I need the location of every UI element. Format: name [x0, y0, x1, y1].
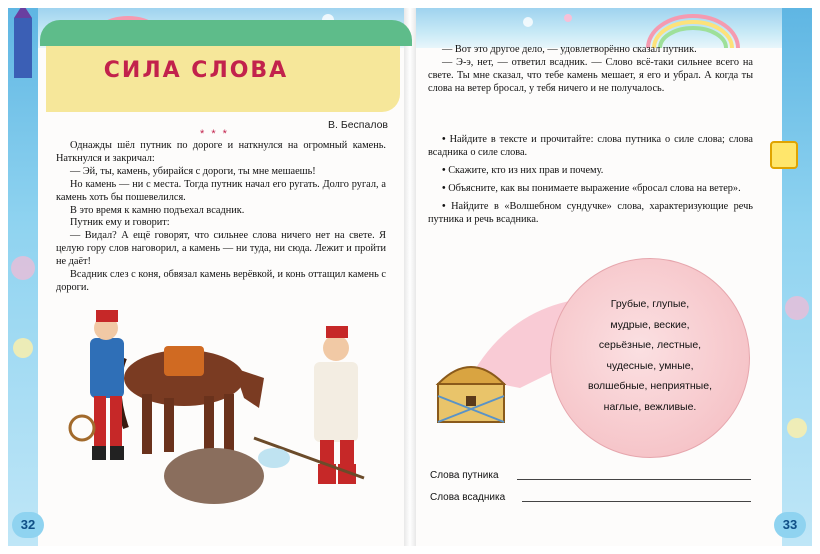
task-list [428, 134, 753, 231]
left-border [8, 8, 38, 546]
story-paragraph: Однажды шёл путник по дороге и наткнулся на огромный камень. Наткнулся и закричал: [56, 140, 386, 164]
answer-line-traveler[interactable] [517, 479, 751, 480]
story-paragraph: В это время к камню подъехал всадник. [70, 204, 245, 216]
task-text: Найдите в тексте и прочитайте: слова путника о силе слова; слова всадника о силе слова. [428, 134, 754, 158]
answer-label-horseman: Слова всадника [430, 492, 506, 503]
page-title: СИЛА СЛОВА [103, 58, 289, 83]
word-line: Грубые, глупые, [610, 298, 690, 310]
word-line: серьёзные, лестные, [598, 339, 702, 351]
word-line: чудесные, умные, [606, 359, 694, 372]
story-paragraph: — Вот это другое дело, — удовлетворённо сказал путник. [442, 44, 697, 55]
castle-icon [8, 8, 38, 546]
task-text: Объясните, как вы понимаете выражение «бросал слова на ветер». [448, 182, 741, 194]
story-paragraph: Всадник слез с коня, обвязал камень верёвкой, и конь оттащил камень с дороги. [56, 269, 386, 293]
right-border [782, 8, 812, 546]
answer-label-traveler: Слова путника [430, 470, 499, 481]
page-number-left: 32 [12, 512, 44, 538]
word-line: волшебные, неприятные, [587, 380, 712, 392]
word-line: наглые, вежливые. [603, 400, 697, 413]
circle-words [564, 294, 736, 417]
book-gutter [404, 8, 416, 546]
story-text [56, 140, 386, 295]
story-paragraph: — Видал? А ещё говорят, что сильнее слова ничего нет на свете. Я целую гору слов наговорил, а камень — ни туда, ни сюда. Лежит и пройти не даёт! [56, 230, 386, 268]
story-paragraph: Путник ему и говорит: [70, 217, 170, 229]
bullet-icon: • [442, 134, 446, 145]
castle-icon-right [782, 8, 812, 546]
bullet-icon: • [442, 182, 446, 194]
task-item [428, 201, 753, 227]
story-paragraph: — Эй, ты, камень, убирайся с дороги, ты мне мешаешь! [70, 165, 316, 177]
task-text: Найдите в «Волшебном сундучке» слова, характеризующие речь путника и речь всадника. [428, 200, 753, 225]
section-stars: * * * [200, 128, 229, 140]
story-continuation [428, 44, 753, 96]
bullet-icon: • [442, 200, 446, 212]
word-line: мудрые, веские, [610, 318, 690, 331]
horseman-and-traveler-illustration [64, 308, 384, 508]
author-name: В. Беспалов [327, 119, 388, 131]
answer-line-horseman[interactable] [522, 501, 751, 502]
task-icon [770, 141, 798, 169]
task-item [428, 134, 753, 160]
title-banner-top [40, 20, 412, 46]
magic-chest-icon [432, 340, 512, 430]
story-paragraph: — Э-э, нет, — ответил всадник. — Слово всё-таки сильнее всего на свете. Ты мне сказал, что тебе камень мешает, я его и убрал. А когда ты слова на ветер бросал, у тебя ничего и не получалось. [428, 56, 753, 94]
task-text: Скажите, кто из них прав и почему. [448, 164, 604, 176]
bullet-icon: • [442, 164, 446, 176]
page-number-right: 33 [774, 512, 806, 538]
task-item [428, 165, 753, 178]
task-item [428, 183, 753, 196]
story-paragraph: Но камень — ни с места. Тогда путник начал его ругать. Долго ругал, а камень хоть бы пошевелился. [56, 178, 386, 203]
